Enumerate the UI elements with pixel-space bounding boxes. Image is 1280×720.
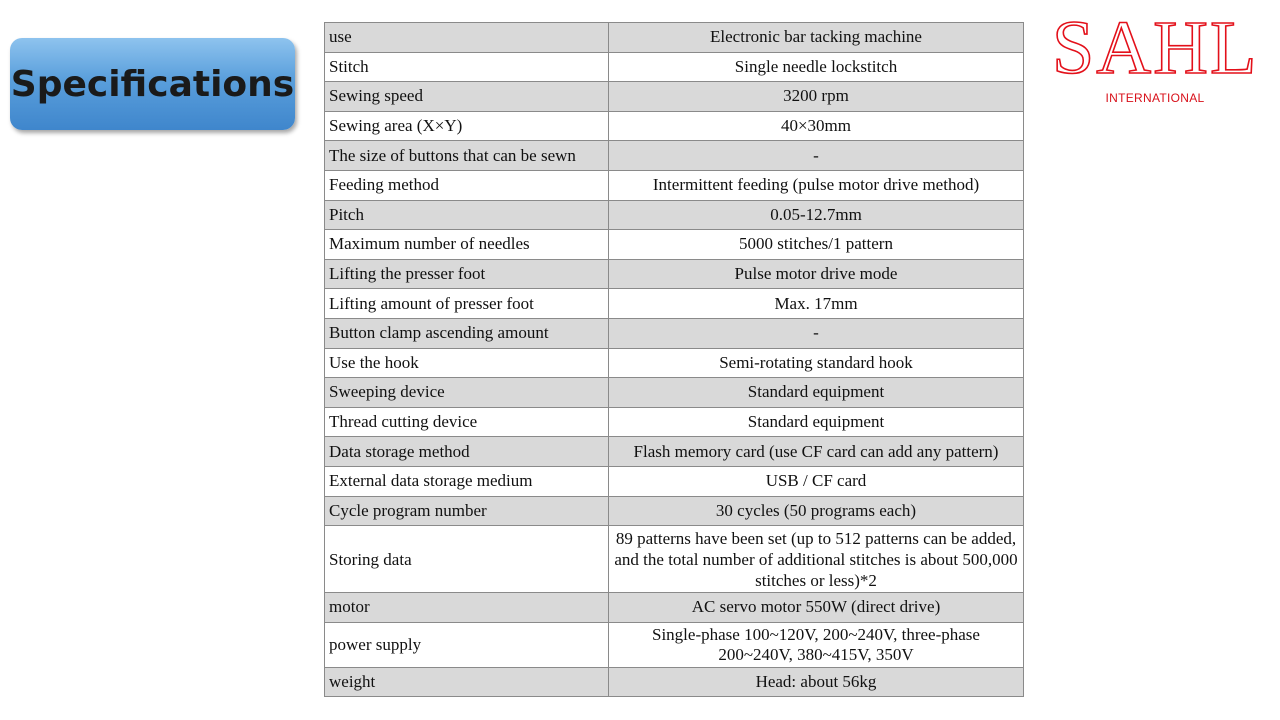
logo-name: SAHL	[1052, 6, 1259, 90]
table-row	[325, 407, 1024, 437]
table-row	[325, 667, 1024, 697]
spec-value: AC servo motor 550W (direct drive)	[609, 593, 1024, 623]
table-row	[325, 437, 1024, 467]
spec-label: power supply	[325, 622, 609, 667]
table-row	[325, 318, 1024, 348]
table-row	[325, 466, 1024, 496]
spec-label: Sewing speed	[325, 82, 609, 112]
spec-value: 89 patterns have been set (up to 512 patterns can be added, and the total number of additional stitches is about 500,000 stitches or less)*2	[609, 526, 1024, 593]
spec-value: 30 cycles (50 programs each)	[609, 496, 1024, 526]
spec-label: External data storage medium	[325, 466, 609, 496]
table-row	[325, 23, 1024, 53]
spec-label: Maximum number of needles	[325, 230, 609, 260]
spec-label: Data storage method	[325, 437, 609, 467]
spec-label: Use the hook	[325, 348, 609, 378]
spec-value: 40×30mm	[609, 111, 1024, 141]
spec-label: Lifting amount of presser foot	[325, 289, 609, 319]
table-row	[325, 348, 1024, 378]
table-row	[325, 111, 1024, 141]
spec-value: Head: about 56kg	[609, 667, 1024, 697]
table-row	[325, 230, 1024, 260]
spec-label: use	[325, 23, 609, 53]
spec-value: -	[609, 141, 1024, 171]
spec-label: Lifting the presser foot	[325, 259, 609, 289]
spec-value: 5000 stitches/1 pattern	[609, 230, 1024, 260]
specifications-table	[324, 22, 1024, 697]
spec-label: Thread cutting device	[325, 407, 609, 437]
spec-value: 3200 rpm	[609, 82, 1024, 112]
spec-label: Sewing area (X×Y)	[325, 111, 609, 141]
spec-value: Single-phase 100~120V, 200~240V, three-phase 200~240V, 380~415V, 350V	[609, 622, 1024, 667]
spec-label: motor	[325, 593, 609, 623]
specifications-title-box	[10, 38, 295, 130]
spec-label: weight	[325, 667, 609, 697]
spec-label: Cycle program number	[325, 496, 609, 526]
table-row	[325, 496, 1024, 526]
table-row	[325, 200, 1024, 230]
page-title: Specifications	[10, 63, 295, 105]
spec-value: Standard equipment	[609, 407, 1024, 437]
spec-label: Feeding method	[325, 170, 609, 200]
table-row	[325, 141, 1024, 171]
table-row	[325, 82, 1024, 112]
table-row	[325, 259, 1024, 289]
spec-value: Max. 17mm	[609, 289, 1024, 319]
spec-value: Flash memory card (use CF card can add any pattern)	[609, 437, 1024, 467]
table-row	[325, 622, 1024, 667]
sahl-logo	[1052, 8, 1262, 108]
spec-label: Stitch	[325, 52, 609, 82]
spec-label: The size of buttons that can be sewn	[325, 141, 609, 171]
spec-value: Pulse motor drive mode	[609, 259, 1024, 289]
spec-label: Button clamp ascending amount	[325, 318, 609, 348]
spec-label: Pitch	[325, 200, 609, 230]
table-row	[325, 170, 1024, 200]
table-row	[325, 289, 1024, 319]
spec-value: USB / CF card	[609, 466, 1024, 496]
table-row	[325, 52, 1024, 82]
spec-value: Semi-rotating standard hook	[609, 348, 1024, 378]
table-row	[325, 526, 1024, 593]
spec-value: Single needle lockstitch	[609, 52, 1024, 82]
logo-tagline: INTERNATIONAL	[1105, 91, 1205, 105]
spec-value: -	[609, 318, 1024, 348]
spec-value: 0.05-12.7mm	[609, 200, 1024, 230]
spec-label: Storing data	[325, 526, 609, 593]
spec-value: Standard equipment	[609, 378, 1024, 408]
spec-value: Electronic bar tacking machine	[609, 23, 1024, 53]
spec-value: Intermittent feeding (pulse motor drive method)	[609, 170, 1024, 200]
table-row	[325, 378, 1024, 408]
spec-label: Sweeping device	[325, 378, 609, 408]
table-row	[325, 593, 1024, 623]
